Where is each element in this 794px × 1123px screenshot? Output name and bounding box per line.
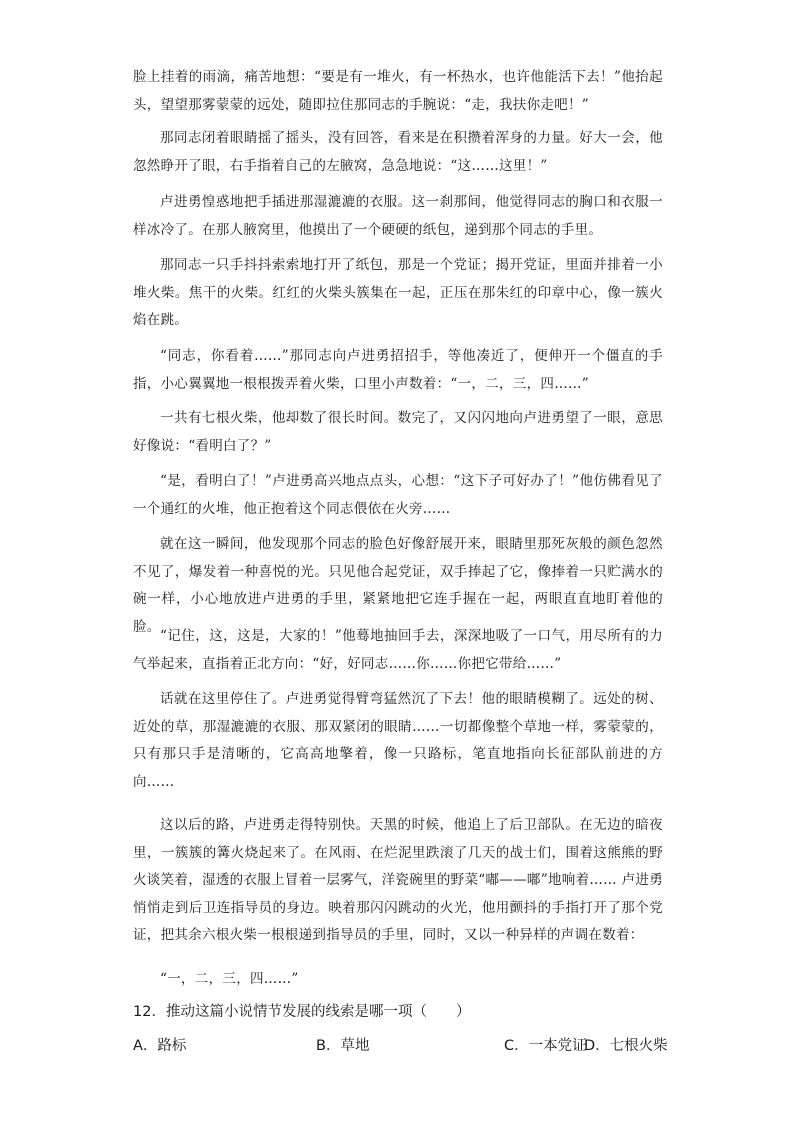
option-a[interactable]: A．路标 <box>133 1038 187 1054</box>
paragraph-11: 这以后的路，卢进勇走得特别快。天黑的时候，他追上了后卫部队。在无边的暗夜里，一簇簇的篝火烧起来了。在风雨、在烂泥里跌滚了几天的战士们，围着这熊熊的野火谈笑着，湿透的衣服上冒着一层雾气，洋瓷碗里的野菜“嘟——嘟”地响着…… 卢进勇悄悄走到后卫连指导员的身边。映着那闪闪跳动的火光，他用颤抖的手指打开了那个党证，把其余六根火柴一根根递到指导员的手里，同时，又以一种异样的声调在数着： <box>133 817 663 944</box>
option-d[interactable]: D．七根火柴 <box>584 1038 668 1054</box>
paragraph-7: “是，看明白了！”卢进勇高兴地点点头，心想：“这下子可好办了！”他仿佛看见了一个通红的火堆，他正抱着这个同志偎依在火旁…… <box>133 473 663 517</box>
question-12-stem: 12．推动这篇小说情节发展的线索是哪一项（ ） <box>133 1004 471 1020</box>
paragraph-1: 脸上挂着的雨滴，痛苦地想：“要是有一堆火，有一杯热水，也许他能活下去！”他抬起头，望望那雾蒙蒙的远处，随即拉住那同志的手腕说：“走，我扶你走吧！” <box>133 69 663 113</box>
paragraph-6: 一共有七根火柴，他却数了很长时间。数完了，又闪闪地向卢进勇望了一眼，意思好像说：“看明白了？” <box>133 410 663 454</box>
paragraph-10: 话就在这里停住了。卢进勇觉得臂弯猛然沉了下去！他的眼睛模糊了。远处的树、近处的草，那湿漉漉的衣服、那双紧闭的眼睛……一切都像整个草地一样，雾蒙蒙的，只有那只手是清晰的，它高高地擎着，像一只路标，笔直地指向长征部队前进的方向…… <box>133 691 663 790</box>
paragraph-4: 那同志一只手抖抖索索地打开了纸包，那是一个党证；揭开党证，里面并排着一小堆火柴。焦干的火柴。红红的火柴头簇集在一起，正压在那朱红的印章中心，像一簇火焰在跳。 <box>133 257 663 329</box>
paragraph-2: 那同志闭着眼睛摇了摇头，没有回答，看来是在积攒着浑身的力量。好大一会，他忽然睁开了眼，右手指着自己的左腋窝，急急地说：“这……这里！” <box>133 130 663 174</box>
option-c[interactable]: C．一本党证 <box>504 1038 587 1054</box>
paragraph-3: 卢进勇惶惑地把手插进那湿漉漉的衣服。这一刹那间，他觉得同志的胸口和衣服一样冰冷了。在那人腋窝里，他摸出了一个硬硬的纸包，递到那个同志的手里。 <box>133 194 663 238</box>
option-b[interactable]: B．草地 <box>316 1038 370 1054</box>
paragraph-5: “同志，你看着……”那同志向卢进勇招招手，等他凑近了，便伸开一个僵直的手指，小心翼翼地一根根拨弄着火柴，口里小声数着：“一，二，三，四……” <box>133 348 663 392</box>
paragraph-8: 就在这一瞬间，他发现那个同志的脸色好像舒展开来，眼睛里那死灰般的颜色忽然不见了，爆发着一种喜悦的光。只见他合起党证，双手捧起了它，像捧着一只贮满水的碗一样，小心地放进卢进勇的手里，紧紧地把它连手握在一起，两眼直直地盯着他的脸。 <box>133 536 663 635</box>
paragraph-12: “一，二，三，四……” <box>160 971 299 987</box>
paragraph-9: “记住，这，这是，大家的！”他蓦地抽回手去，深深地吸了一口气，用尽所有的力气举起来，直指着正北方向：“好，好同志……你……你把它带给……” <box>133 628 663 672</box>
